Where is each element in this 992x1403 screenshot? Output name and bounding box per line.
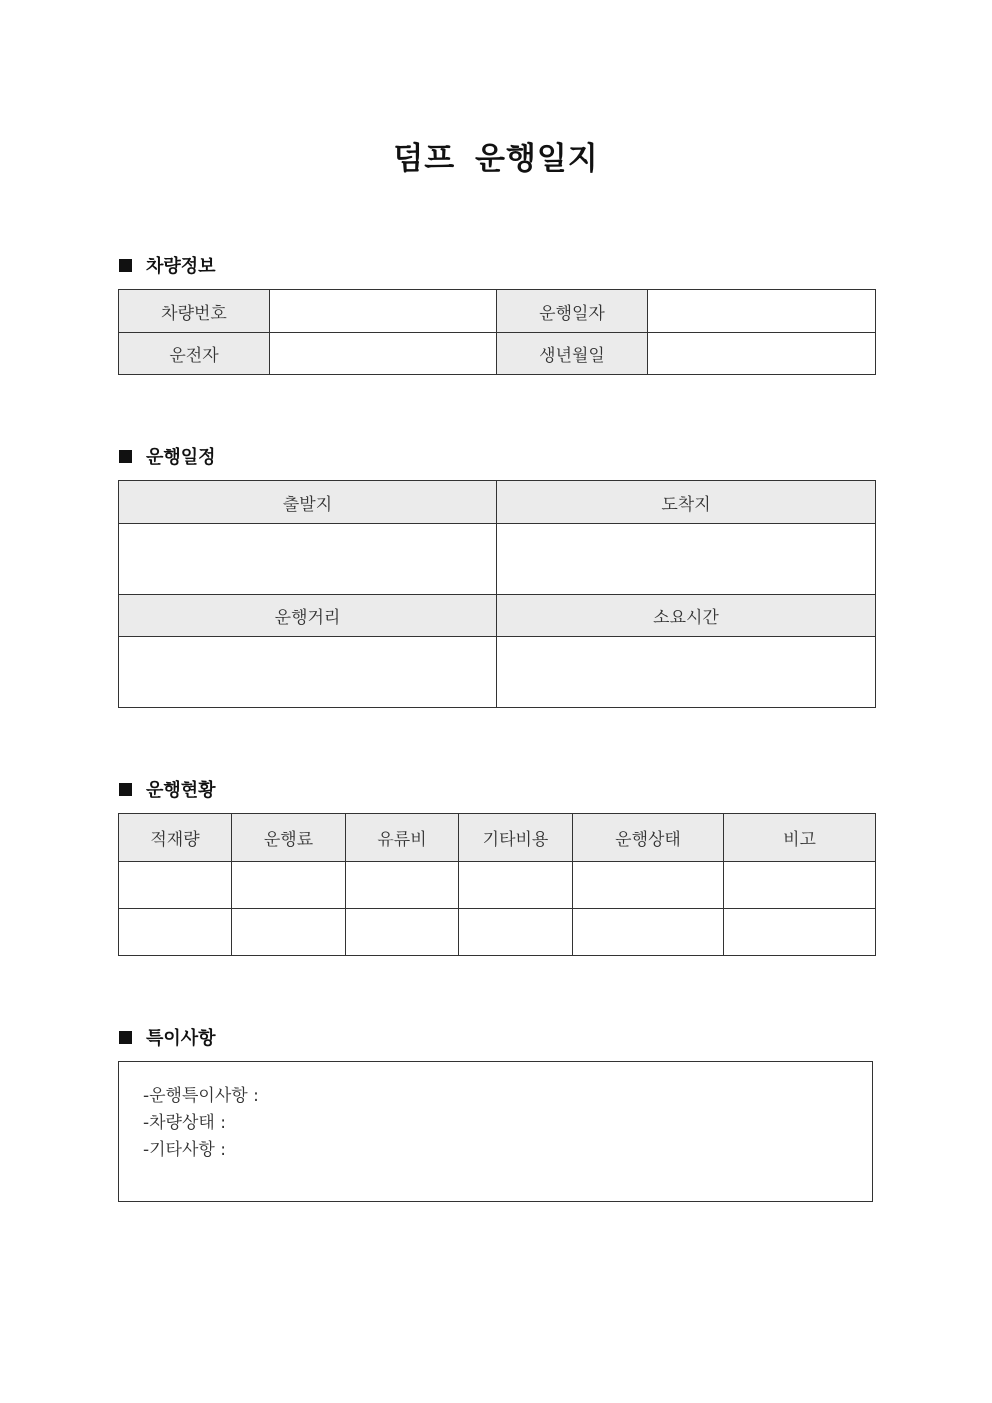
square-bullet-icon: [119, 450, 132, 463]
arrival-label: 도착지: [497, 481, 876, 524]
birthdate-label: 생년월일: [497, 333, 648, 375]
driver-field[interactable]: [270, 333, 497, 375]
plate-number-label: 차량번호: [119, 290, 270, 333]
notes-box[interactable]: [118, 1061, 873, 1202]
duration-field[interactable]: [497, 637, 876, 708]
table-row: [119, 909, 876, 956]
arrival-field[interactable]: [497, 524, 876, 595]
vehicle-info-table: [118, 289, 876, 375]
remarks-cell[interactable]: [724, 862, 876, 909]
drive-status-cell[interactable]: [573, 862, 724, 909]
note-line-vehicle-condition: -차량상태 :: [143, 1113, 226, 1133]
fare-cell[interactable]: [232, 862, 346, 909]
distance-field[interactable]: [119, 637, 497, 708]
table-row: [119, 862, 876, 909]
column-header-fare: 운행료: [232, 814, 346, 862]
note-line-other: -기타사항 :: [143, 1140, 226, 1160]
column-header-fuel: 유류비: [346, 814, 459, 862]
column-header-other-cost: 기타비용: [459, 814, 573, 862]
distance-label: 운행거리: [119, 595, 497, 637]
square-bullet-icon: [119, 1031, 132, 1044]
schedule-table: [118, 480, 876, 708]
drive-date-label: 운행일자: [497, 290, 648, 333]
departure-label: 출발지: [119, 481, 497, 524]
section-heading-text: 차량정보: [146, 256, 216, 277]
section-heading-notes: [119, 1025, 216, 1049]
section-heading-text: 운행현황: [146, 780, 216, 801]
load-cell[interactable]: [119, 862, 232, 909]
remarks-cell[interactable]: [724, 909, 876, 956]
fuel-cell[interactable]: [346, 862, 459, 909]
section-heading-text: 운행일정: [146, 447, 216, 468]
section-heading-schedule: [119, 444, 216, 468]
other-cost-cell[interactable]: [459, 862, 573, 909]
fare-cell[interactable]: [232, 909, 346, 956]
column-header-drive-status: 운행상태: [573, 814, 724, 862]
load-cell[interactable]: [119, 909, 232, 956]
departure-field[interactable]: [119, 524, 497, 595]
fuel-cell[interactable]: [346, 909, 459, 956]
duration-label: 소요시간: [497, 595, 876, 637]
note-line-drive-remarks: -운행특이사항 :: [143, 1086, 259, 1106]
column-header-load: 적재량: [119, 814, 232, 862]
section-heading-text: 특이사항: [146, 1028, 216, 1049]
page-title: 덤프 운행일지: [393, 141, 599, 177]
drive-status-cell[interactable]: [573, 909, 724, 956]
section-heading-status: [119, 777, 216, 801]
section-heading-vehicle-info: [119, 253, 216, 277]
square-bullet-icon: [119, 259, 132, 272]
plate-number-field[interactable]: [270, 290, 497, 333]
other-cost-cell[interactable]: [459, 909, 573, 956]
drive-date-field[interactable]: [648, 290, 876, 333]
status-table: [118, 813, 876, 956]
driver-label: 운전자: [119, 333, 270, 375]
square-bullet-icon: [119, 783, 132, 796]
column-header-remarks: 비고: [724, 814, 876, 862]
birthdate-field[interactable]: [648, 333, 876, 375]
